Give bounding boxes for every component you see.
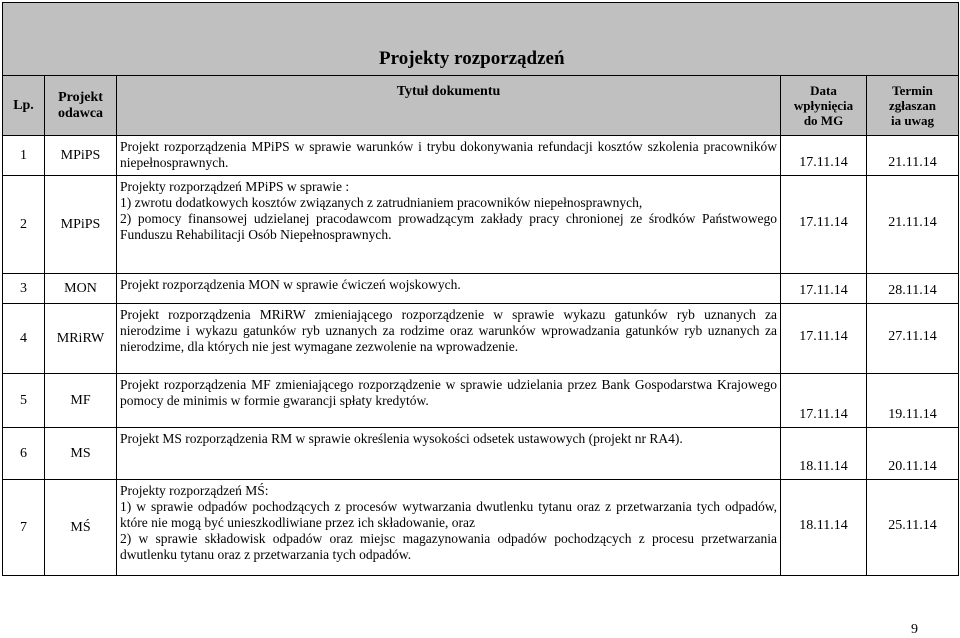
header-data-wplyniecia <box>781 76 867 136</box>
table-row <box>3 374 959 428</box>
row-org: MPiPS <box>45 176 117 274</box>
row-org: MPiPS <box>45 136 117 176</box>
header-termin <box>867 76 959 136</box>
row-date-received: 17.11.14 <box>781 274 867 304</box>
table-row <box>3 480 959 576</box>
table-row <box>3 274 959 304</box>
header-row <box>3 76 959 136</box>
document-title-line: Projekt rozporządzenia MF zmieniającego rozporządzenie w sprawie udzielania przez Bank Gospodarstwa Krajowego pomocy de minimis w formie gwarancji spłaty kredytów. <box>120 377 777 408</box>
row-date-received: 17.11.14 <box>781 136 867 176</box>
row-date-received: 18.11.14 <box>781 428 867 480</box>
row-date-received: 17.11.14 <box>781 176 867 274</box>
header-data-line-2: wpłynięcia <box>793 98 854 113</box>
table-row <box>3 428 959 480</box>
row-org: MON <box>45 274 117 304</box>
document-title-line: 1) w sprawie odpadów pochodzących z procesów wytwarzania dwutlenku tytanu oraz z przetwarzania tych odpadów, które nie mogą być unieszkodliwiane przez ich składowanie, oraz <box>120 499 777 530</box>
document-title-line: Projekty rozporządzeń MŚ: <box>120 483 269 498</box>
row-document-title <box>117 480 781 576</box>
header-termin-line-1: Termin <box>892 83 933 98</box>
page-title: Projekty rozporządzeń <box>3 3 959 76</box>
row-lp: 7 <box>3 480 45 576</box>
row-org: MRiRW <box>45 304 117 374</box>
row-document-title <box>117 136 781 176</box>
row-comment-deadline: 25.11.14 <box>867 480 959 576</box>
header-tytul: Tytuł dokumentu <box>117 76 781 136</box>
row-lp: 6 <box>3 428 45 480</box>
row-comment-deadline: 20.11.14 <box>867 428 959 480</box>
row-comment-deadline: 28.11.14 <box>867 274 959 304</box>
row-comment-deadline: 19.11.14 <box>867 374 959 428</box>
row-lp: 1 <box>3 136 45 176</box>
header-lp: Lp. <box>3 76 45 136</box>
header-termin-line-2: zgłaszan <box>889 98 936 113</box>
row-document-title <box>117 274 781 304</box>
row-document-title <box>117 176 781 274</box>
table-row <box>3 176 959 274</box>
document-title-line: Projekt rozporządzenia MRiRW zmieniającego rozporządzenie w sprawie wykazu gatunków ryb uznanych za nierodzime i wykazu gatunków ryb uznanych za rodzime oraz warunków wprowadzania gatunków ryb uznanych za nierodzime, dla których nie jest wymagane zezwolenie na wprowadzenie. <box>120 307 777 354</box>
row-document-title <box>117 428 781 480</box>
title-row <box>3 3 959 76</box>
row-lp: 2 <box>3 176 45 274</box>
row-comment-deadline: 21.11.14 <box>867 136 959 176</box>
page-number: 9 <box>911 622 918 637</box>
row-document-title <box>117 304 781 374</box>
table-row <box>3 304 959 374</box>
row-date-received: 18.11.14 <box>781 480 867 576</box>
row-org: MF <box>45 374 117 428</box>
row-lp: 4 <box>3 304 45 374</box>
document-title-line: Projekt MS rozporządzenia RM w sprawie określenia wysokości odsetek ustawowych (projekt nr RA4). <box>120 431 683 446</box>
header-projekt-odawca-line-2: odawca <box>57 105 104 121</box>
row-date-received: 17.11.14 <box>781 304 867 374</box>
row-lp: 3 <box>3 274 45 304</box>
row-lp: 5 <box>3 374 45 428</box>
row-date-received: 17.11.14 <box>781 374 867 428</box>
table-row <box>3 136 959 176</box>
document-title-line: Projekt rozporządzenia MON w sprawie ćwiczeń wojskowych. <box>120 277 461 292</box>
row-org: MS <box>45 428 117 480</box>
header-data-line-3: do MG <box>803 113 844 128</box>
regulations-table <box>2 2 959 576</box>
header-termin-line-3: ia uwag <box>891 113 934 128</box>
document-title-line: 1) zwrotu dodatkowych kosztów związanych z zatrudnianiem pracowników niepełnosprawnych, <box>120 195 643 210</box>
document-title-line: 2) pomocy finansowej udzielanej pracodawcom prowadzącym zakłady pracy chronionej ze środków Państwowego Funduszu Rehabilitacji Osób Niepełnosprawnych. <box>120 211 777 242</box>
document-title-line: Projekty rozporządzeń MPiPS w sprawie : <box>120 179 350 194</box>
header-projekt-odawca <box>45 76 117 136</box>
row-comment-deadline: 27.11.14 <box>867 304 959 374</box>
row-document-title <box>117 374 781 428</box>
row-comment-deadline: 21.11.14 <box>867 176 959 274</box>
document-title-line: 2) w sprawie składowisk odpadów oraz miejsc magazynowania odpadów pochodzących z procesu przetwarzania dwutlenku tytanu oraz z przetwarzania tych odpadów. <box>120 531 777 562</box>
row-org: MŚ <box>45 480 117 576</box>
header-projekt-odawca-line-1: Projekt <box>58 89 103 105</box>
document-title-line: Projekt rozporządzenia MPiPS w sprawie warunków i trybu dokonywania refundacji kosztów szkolenia pracowników niepełnosprawnych. <box>120 139 777 170</box>
header-data-line-1: Data <box>810 83 837 98</box>
